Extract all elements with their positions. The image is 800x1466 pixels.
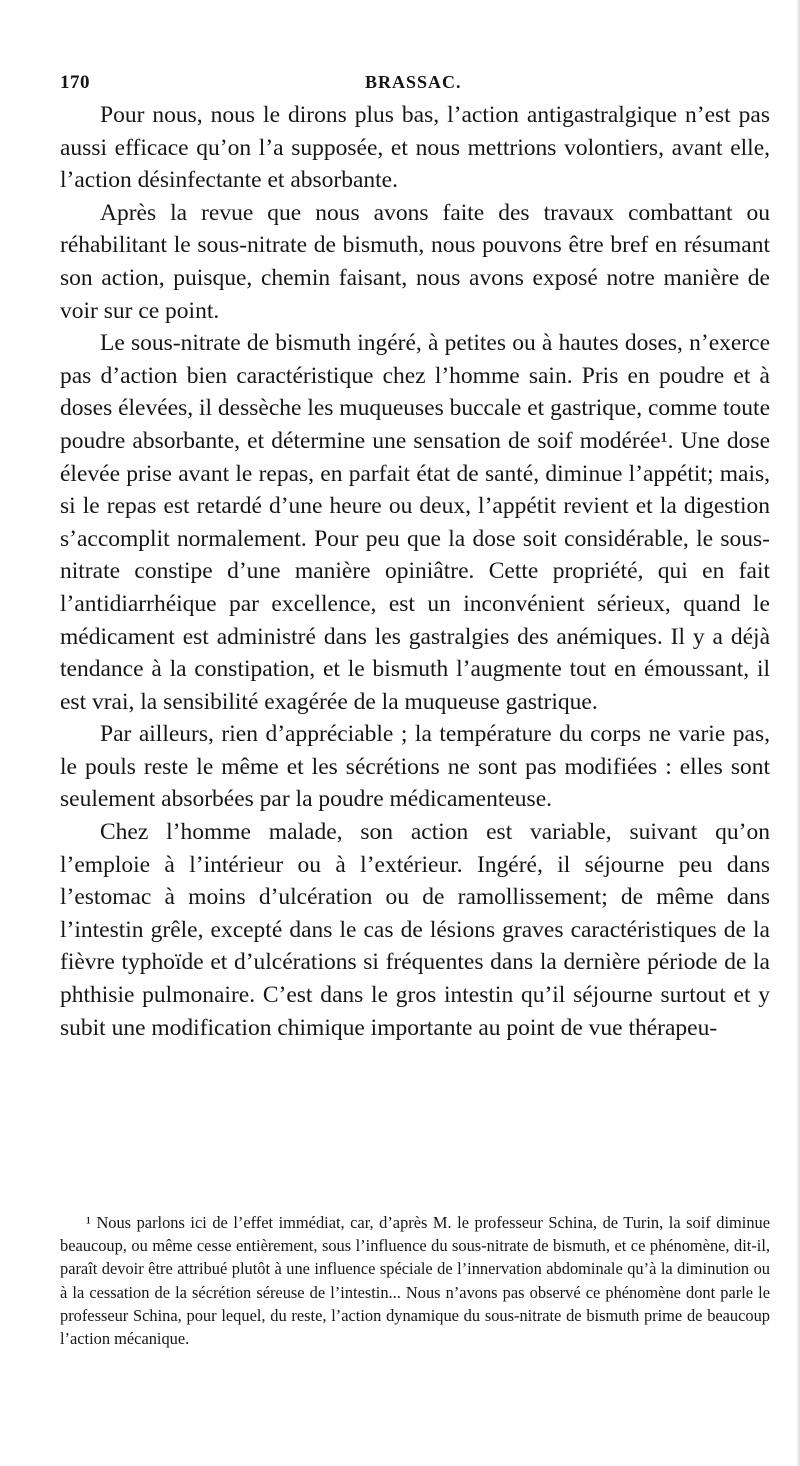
page-header [60, 72, 774, 102]
paragraph-revue-travaux: Après la revue que nous avons faite des travaux combattant ou réhabilitant le sous-nitrate de bismuth, nous pouvons être bref en résumant son action, puisque, chemin faisant, nous avons exposé notre manière de voir sur ce point. [60, 199, 770, 324]
paragraph-homme-malade: Chez l’homme malade, son action est variable, suivant qu’on l’emploie à l’intérieur ou à l’extérieur. Ingéré, il séjourne peu dans l’estomac à moins d’ulcération ou de ramollissement; de même dans l’intestin grêle, excepté dans le cas de lésions graves caractéristiques de la fièvre typhoïde et d’ulcérations si fréquentes dans la dernière période de la phthisie pulmonaire. C’est dans le gros intestin qu’il séjourne surtout et y subit une modification chimique importante au point de vue thérapeu- [60, 819, 770, 1041]
running-title: BRASSAC. [365, 72, 462, 92]
footnotes [60, 1211, 770, 1350]
page-edge-shadow [796, 0, 800, 1466]
footnote-1: ¹ Nous parlons ici de l’effet immédiat, car, d’après M. le professeur Schina, de Turin, la soif diminue beaucoup, ou même cesse entièrement, sous l’influence du sous-nitrate de bismuth, et ce phénomène, dit-il, paraît devoir être attribué plutôt à une influence spéciale de l’innervation abdominale qu’à la diminution ou à la cessation de la sécrétion séreuse de l’intestin... Nous n’avons pas observé ce phénomène dont parle le professeur Schina, pour lequel, du reste, l’action dynamique du sous-nitrate de bismuth prime de beaucoup l’action mécanique. [60, 1213, 770, 1349]
paragraph-par-ailleurs: Par ailleurs, rien d’appréciable ; la température du corps ne varie pas, le pouls reste le même et les sécrétions ne sont pas modifiées : elles sont seulement absorbées par la poudre médicamenteuse. [60, 721, 770, 813]
body-text [60, 99, 770, 1044]
paragraph-action-antigastralgique: Pour nous, nous le dirons plus bas, l’action antigastralgique n’est pas aussi efficace qu’on l’a supposée, et nous mettrions volontiers, avant elle, l’action désinfectante et absorbante. [60, 102, 770, 194]
page-number: 170 [60, 72, 90, 93]
paragraph-homme-sain: Le sous-nitrate de bismuth ingéré, à petites ou à hautes doses, n’exerce pas d’action bien caractéristique chez l’homme sain. Pris en poudre et à doses élevées, il dessèche les muqueuses buccale et gastrique, comme toute poudre absorbante, et détermine une sensation de soif modérée¹. Une dose élevée prise avant le repas, en parfait état de santé, diminue l’appétit; mais, si le repas est retardé d’une heure ou deux, l’appétit revient et la digestion s’accomplit normalement. Pour peu que la dose soit considérable, le sous-nitrate constipe d’une manière opiniâtre. Cette propriété, qui en fait l’antidiarrhéique par excellence, est un inconvénient sérieux, quand le médicament est administré dans les gastralgies des anémiques. Il y a déjà tendance à la constipation, et le bismuth l’augmente tout en émoussant, il est vrai, la sensibilité exagérée de la muqueuse gastrique. [60, 330, 770, 715]
